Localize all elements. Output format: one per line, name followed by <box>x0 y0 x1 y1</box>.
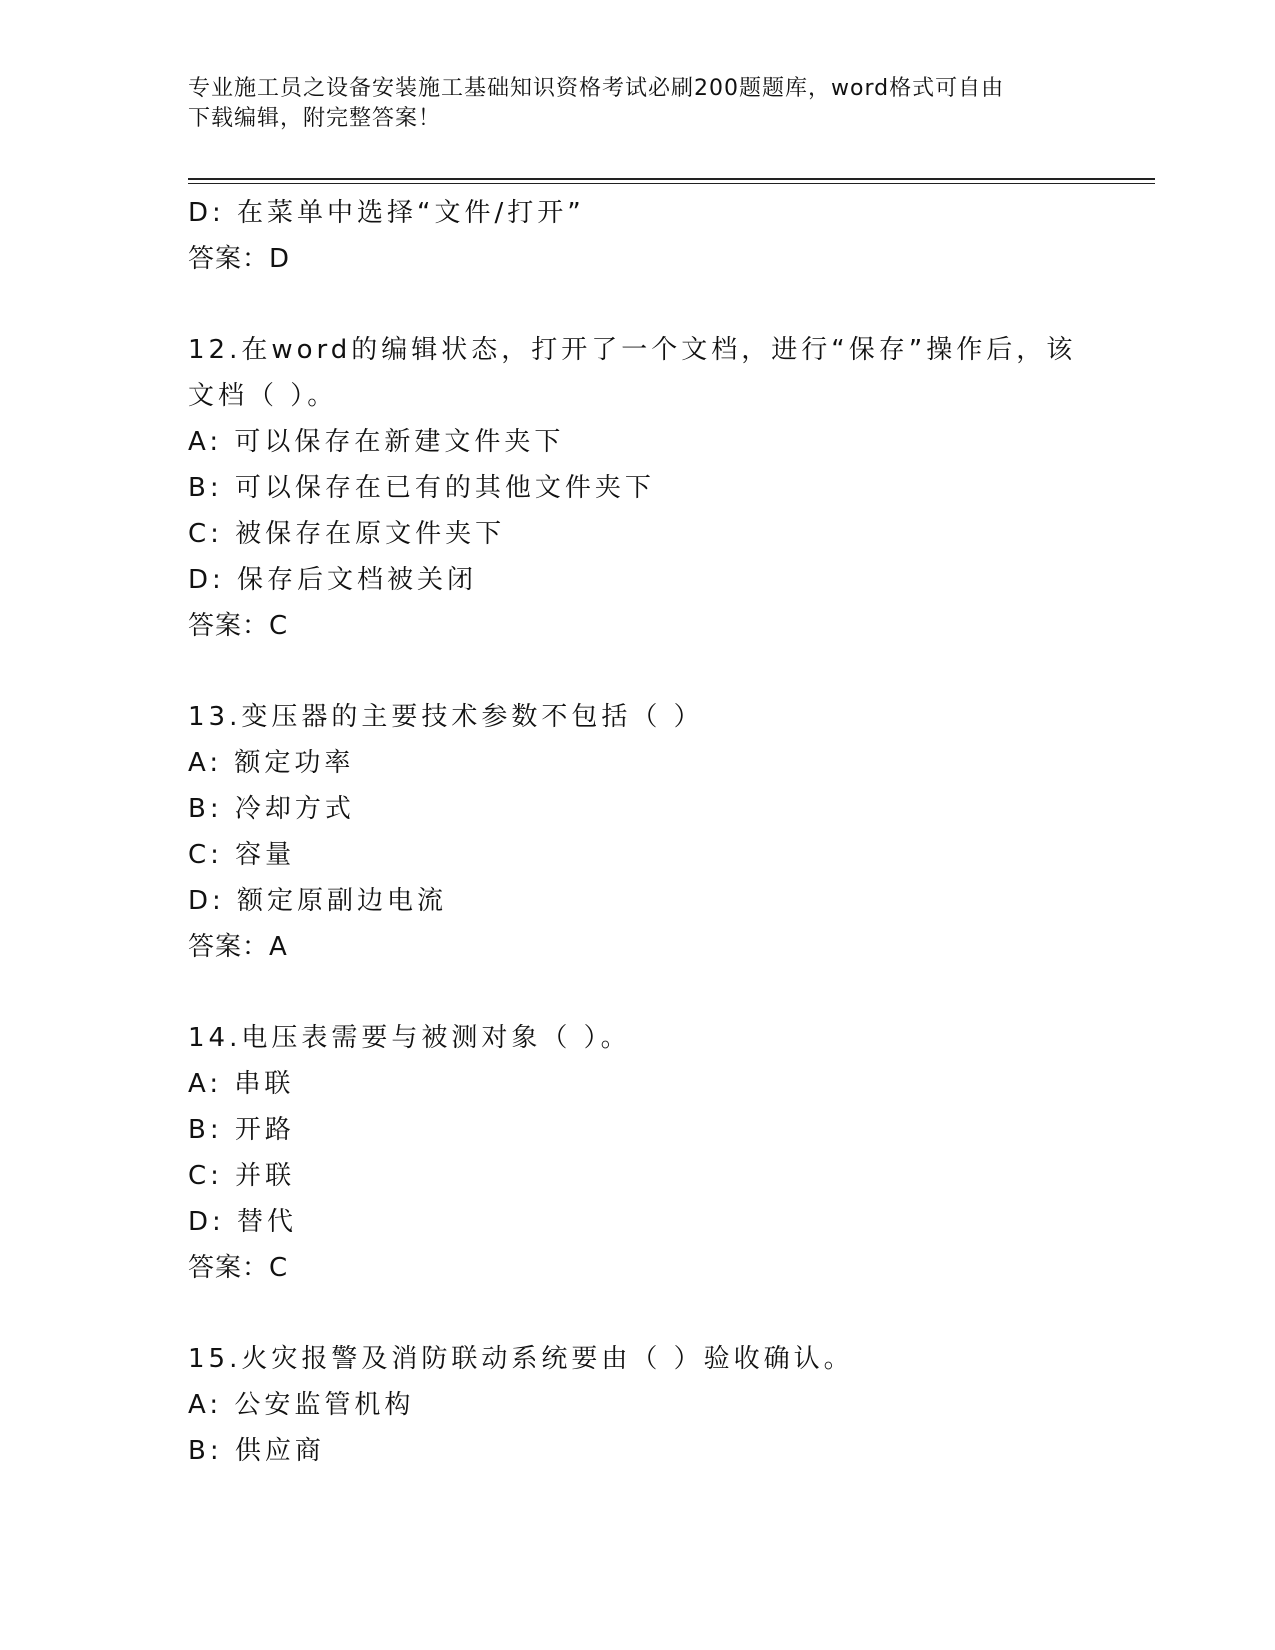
answer-line: 答案：A <box>188 932 288 962</box>
option-a: A: 串联 <box>188 1069 295 1099</box>
document-header <box>188 74 1088 134</box>
question-stem: 15.火灾报警及消防联动系统要由（ ）验收确认。 <box>188 1344 854 1374</box>
question-12 <box>188 327 1088 649</box>
option-c: C: 被保存在原文件夹下 <box>188 519 506 549</box>
option-a: A: 公安监管机构 <box>188 1390 415 1420</box>
question-13 <box>188 694 1088 970</box>
option-a: A: 可以保存在新建文件夹下 <box>188 427 565 457</box>
option-c: C: 容量 <box>188 840 296 870</box>
option-b: B: 供应商 <box>188 1436 325 1466</box>
answer-line: 答案：C <box>188 611 289 641</box>
previous-question-block <box>188 190 1088 282</box>
option-a: A: 额定功率 <box>188 748 355 778</box>
header-line-2: 下载编辑，附完整答案！ <box>188 106 442 131</box>
option-b: B: 开路 <box>188 1115 295 1145</box>
question-stem: 12.在word的编辑状态，打开了一个文档，进行“保存”操作后，该 <box>188 335 1077 365</box>
question-stem: 14.电压表需要与被测对象（ ）。 <box>188 1023 631 1053</box>
option-d: D: 替代 <box>188 1207 298 1237</box>
header-divider-top <box>188 178 1155 180</box>
header-line-1: 专业施工员之设备安装施工基础知识资格考试必刷200题题库，word格式可自由 <box>188 76 1005 101</box>
option-c: C: 并联 <box>188 1161 296 1191</box>
question-stem-continued: 文档（ ）。 <box>188 381 338 411</box>
question-14 <box>188 1015 1088 1291</box>
question-stem: 13.变压器的主要技术参数不包括（ ） <box>188 702 704 732</box>
answer-line: 答案：D <box>188 244 291 274</box>
question-content <box>188 190 1088 1474</box>
answer-line: 答案：C <box>188 1253 289 1283</box>
question-15 <box>188 1336 1088 1474</box>
option-d: D: 保存后文档被关闭 <box>188 565 478 595</box>
option-d: D: 在菜单中选择“文件/打开” <box>188 198 585 228</box>
option-b: B: 可以保存在已有的其他文件夹下 <box>188 473 655 503</box>
option-b: B: 冷却方式 <box>188 794 355 824</box>
option-d: D: 额定原副边电流 <box>188 886 448 916</box>
header-divider-bottom <box>188 183 1155 184</box>
